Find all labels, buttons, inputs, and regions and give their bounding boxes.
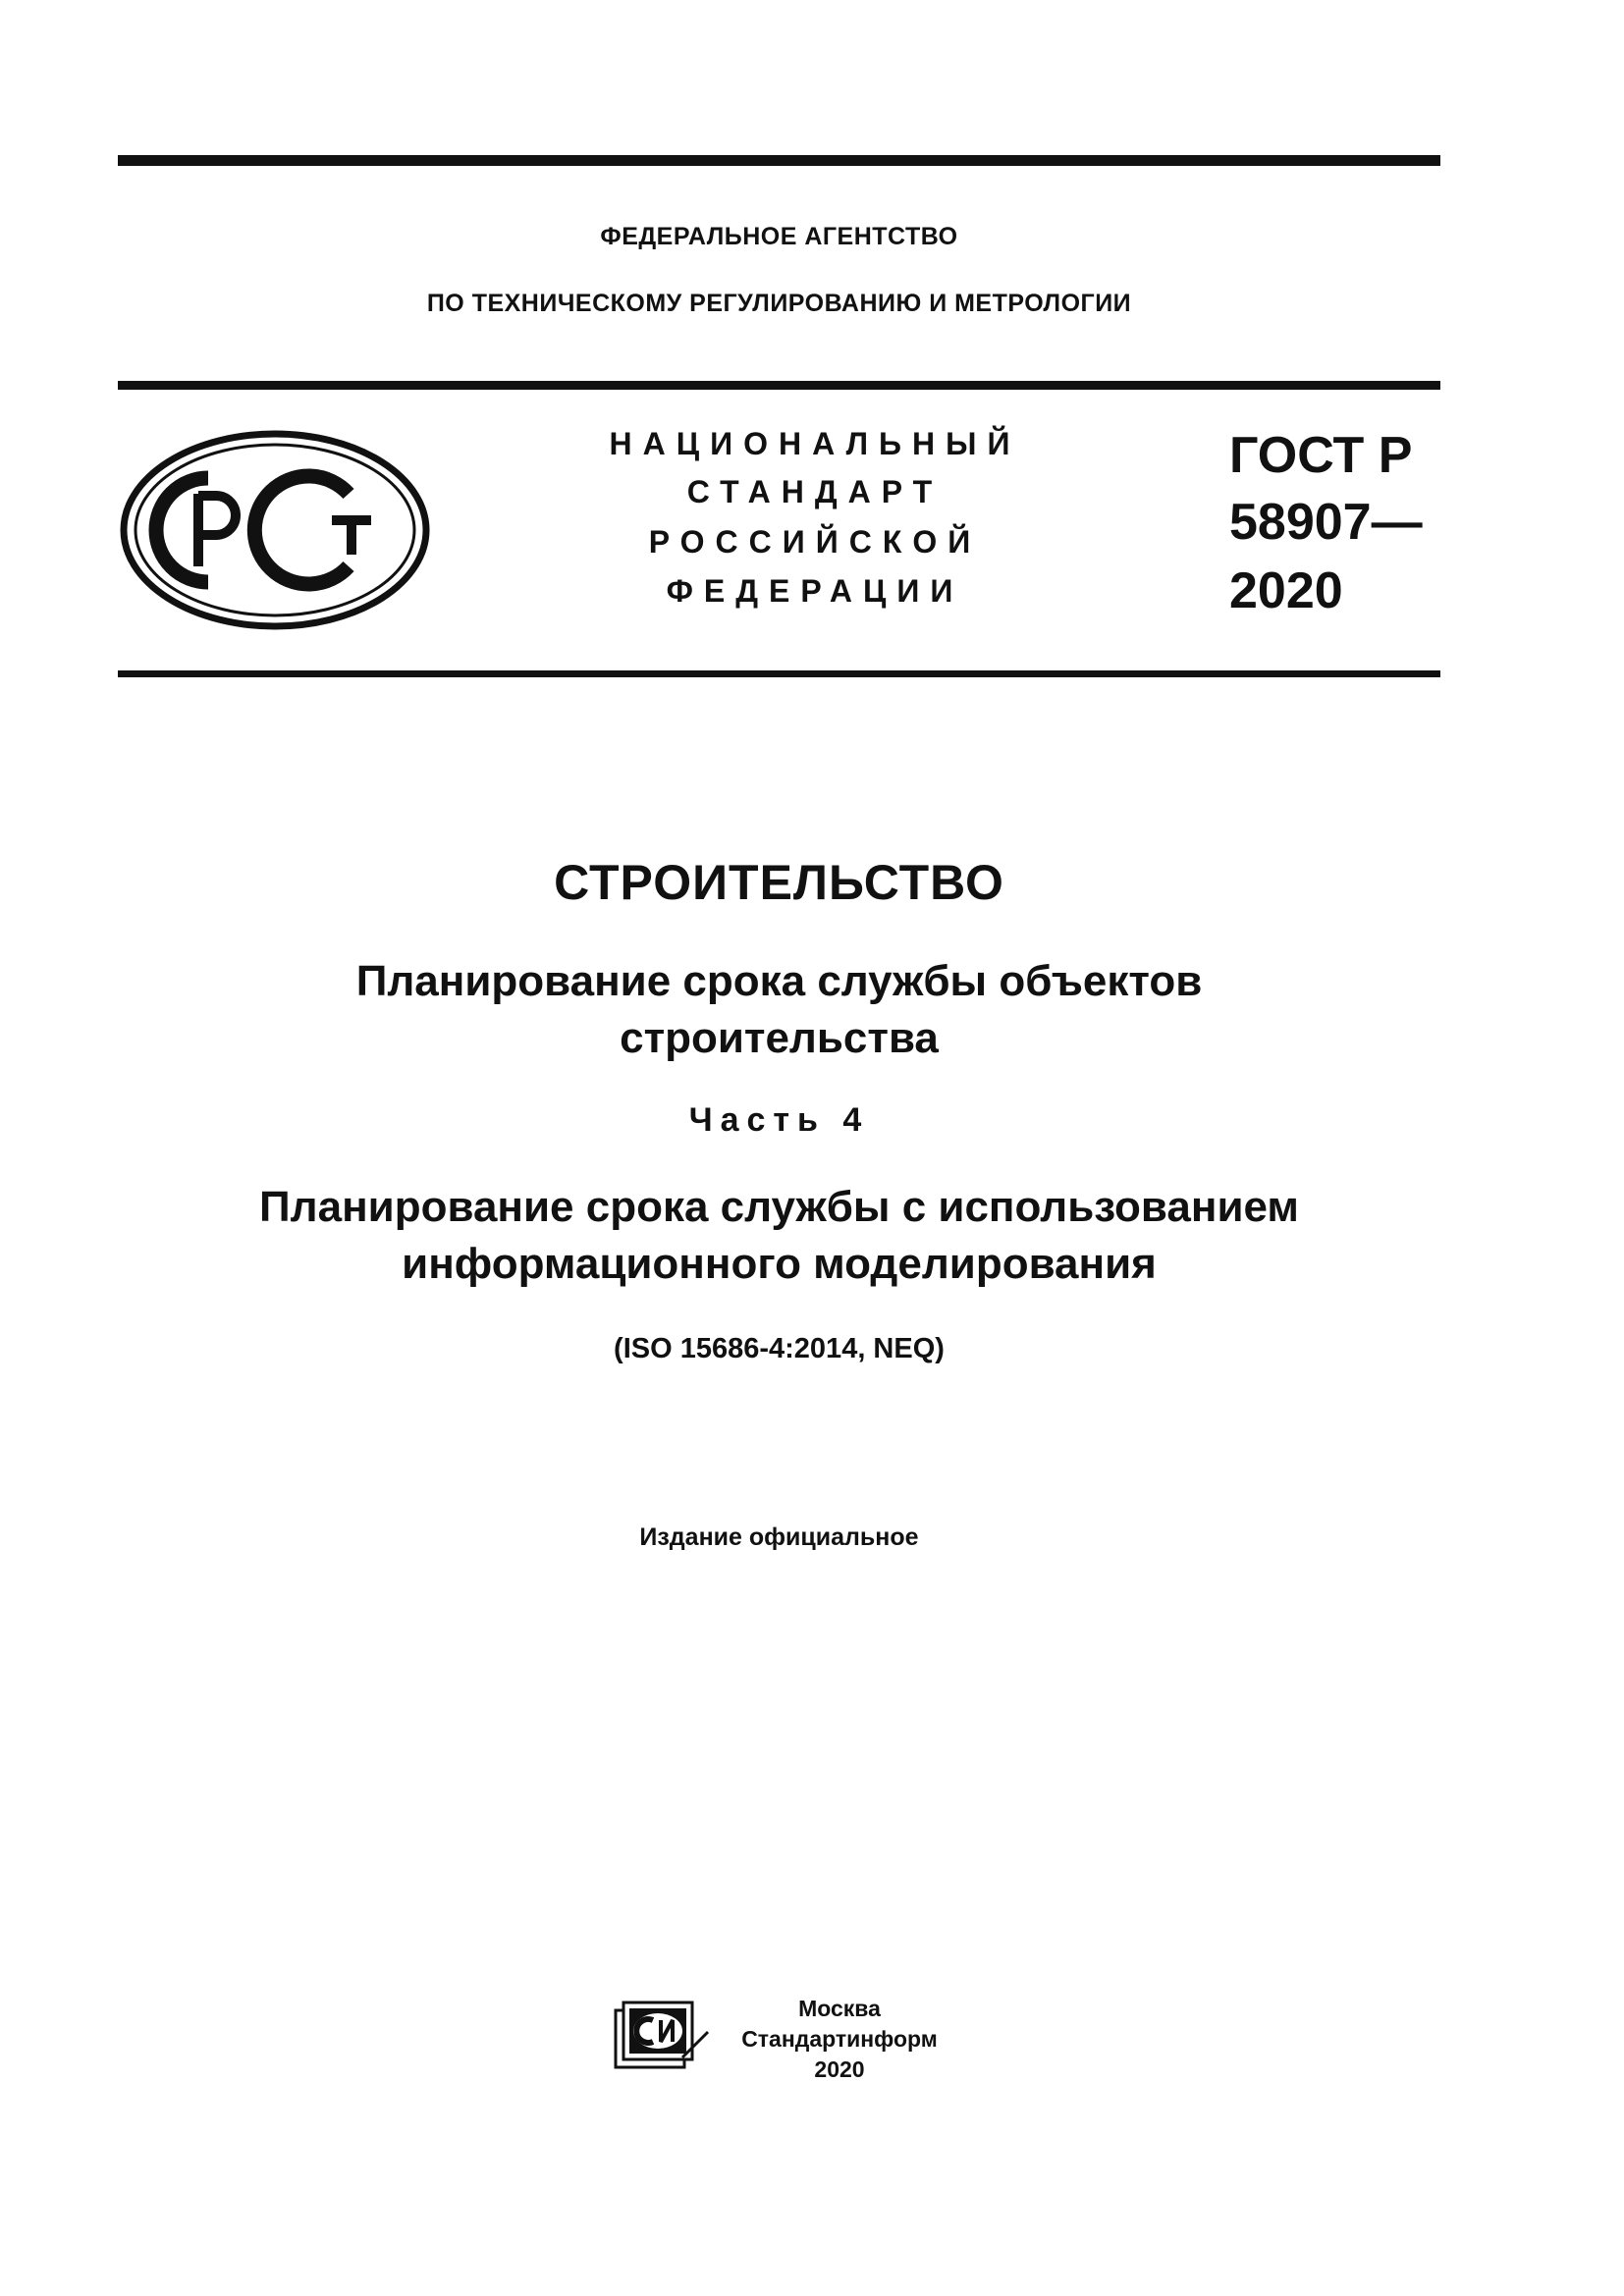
publisher-name: Стандартинформ xyxy=(741,2026,938,2052)
rst-logo-icon xyxy=(118,427,432,633)
designation-rule xyxy=(118,670,1440,677)
agency-name-line-1: ФЕДЕРАЛЬНОЕ АГЕНТСТВО xyxy=(600,223,958,250)
subtitle-line-2: строительства xyxy=(620,1014,939,1062)
top-rule xyxy=(118,155,1440,166)
part-title-line-1: Планирование срока службы с использованием xyxy=(259,1183,1299,1231)
standard-type-line-3: РОССИЙСКОЙ xyxy=(648,524,982,560)
header-rule xyxy=(118,381,1440,390)
publisher-year: 2020 xyxy=(814,2056,865,2082)
standard-type-line-2: СТАНДАРТ xyxy=(686,474,944,509)
publisher-city: Москва xyxy=(798,1996,881,2021)
iso-reference: (ISO 15686-4:2014, NEQ) xyxy=(614,1333,945,1364)
designation-line-1: ГОСТ Р xyxy=(1229,427,1413,484)
standartinform-logo-icon xyxy=(614,1999,712,2071)
subtitle-line-1: Планирование срока службы объектов xyxy=(355,957,1203,1005)
document-title: СТРОИТЕЛЬСТВО xyxy=(554,855,1004,910)
part-title-line-2: информационного моделирования xyxy=(402,1240,1157,1288)
edition-note: Издание официальное xyxy=(639,1523,919,1551)
designation-line-3: 2020 xyxy=(1229,562,1343,619)
standard-type-line-1: НАЦИОНАЛЬНЫЙ xyxy=(609,426,1021,461)
standard-type-line-4: ФЕДЕРАЦИИ xyxy=(666,573,964,609)
part-number: Часть 4 xyxy=(688,1101,870,1139)
agency-name-line-2: ПО ТЕХНИЧЕСКОМУ РЕГУЛИРОВАНИЮ И МЕТРОЛОГИИ xyxy=(426,290,1132,317)
designation-line-2: 58907— xyxy=(1229,494,1423,551)
